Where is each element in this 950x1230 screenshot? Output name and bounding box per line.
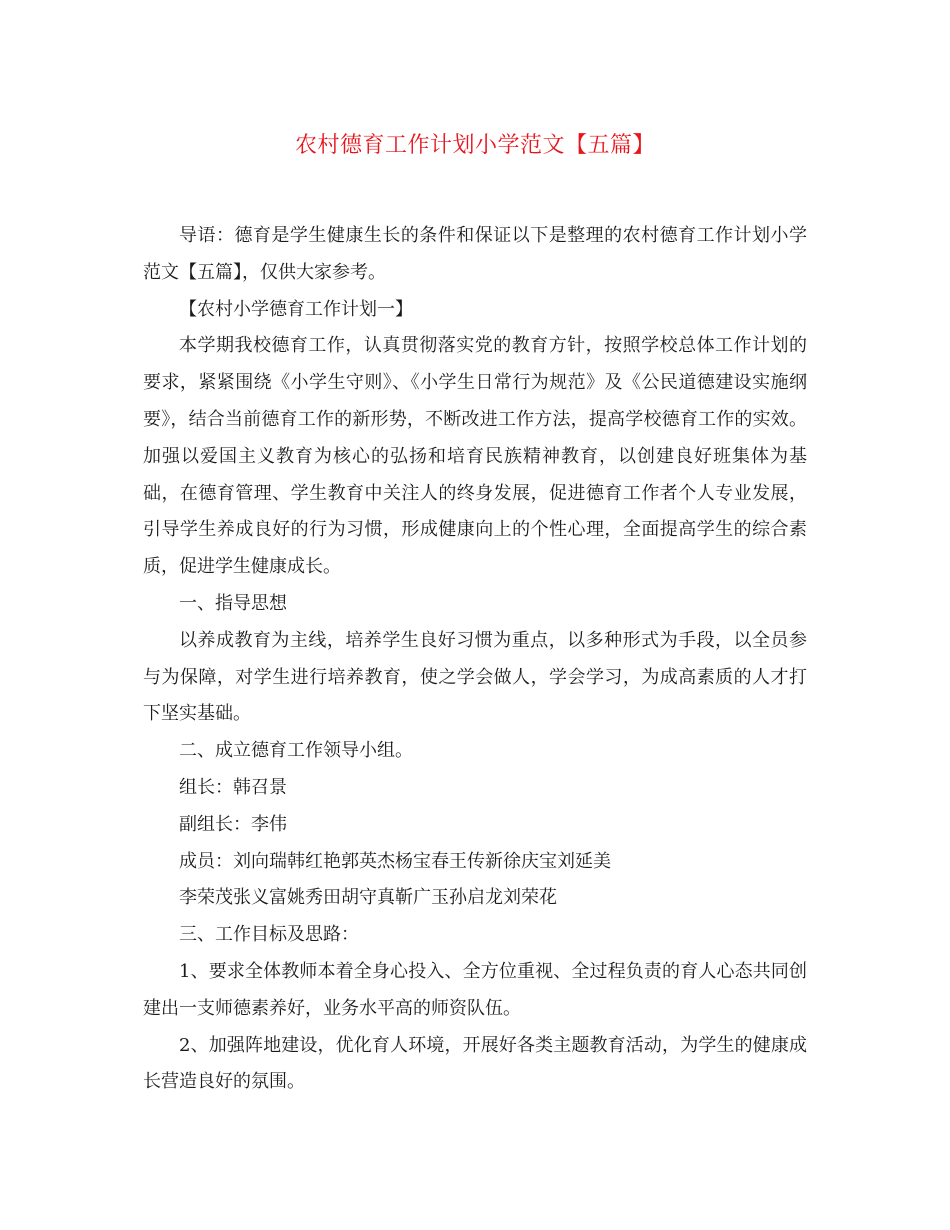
guiding-thought-paragraph: 以养成教育为主线，培养学生良好习惯为重点，以多种形式为手段，以全员参与为保障，对学生进行培养教育，使之学会做人，学会学习，为成高素质的人才打下坚实基础。 [143,629,807,725]
overview-paragraph: 本学期我校德育工作，认真贯彻落实党的教育方针，按照学校总体工作计划的要求，紧紧围绕《小学生守则》、《小学生日常行为规范》及《公民道德建设实施纲要》，结合当前德育工作的新形势，不断改进工作方法，提高学校德育工作的实效。加强以爱国主义教育为核心的弘扬和培育民族精神教育，以创建良好班集体为基础，在德育管理、学生教育中关注人的终身发展，促进德育工作者个人专业发展，引导学生养成良好的行为习惯，形成健康向上的个性心理，全面提高学生的综合素质，促进学生健康成长。 [143,335,807,578]
document-body [143,218,807,1101]
heading-leadership-group: 二、成立德育工作领导小组。 [179,740,413,762]
document-title: 农村德育工作计划小学范文【五篇】 [294,133,655,158]
goal-item-1: 1、要求全体教师本着全身心投入、全方位重视、全过程负责的育人心态共同创建出一支师德素养好，业务水平高的师资队伍。 [143,960,807,1019]
deputy-leader-line: 副组长：李伟 [179,813,287,835]
intro-paragraph: 导语：德育是学生健康生长的条件和保证以下是整理的农村德育工作计划小学范文【五篇】，仅供大家参考。 [143,225,807,283]
heading-guiding-thought: 一、指导思想 [179,592,287,614]
members-line-2: 李荣茂张义富姚秀田胡守真靳广玉孙启龙刘荣花 [179,887,557,909]
members-line-1: 成员：刘向瑞韩红艳郭英杰杨宝春王传新徐庆宝刘延美 [179,850,611,872]
goal-item-2: 2、加强阵地建设，优化育人环境，开展好各类主题教育活动，为学生的健康成长营造良好的氛围。 [143,1034,807,1093]
heading-goals: 三、工作目标及思路： [179,924,359,946]
group-leader-line: 组长：韩召景 [179,776,287,798]
section-heading-plan-one: 【农村小学德育工作计划一】 [179,298,413,320]
